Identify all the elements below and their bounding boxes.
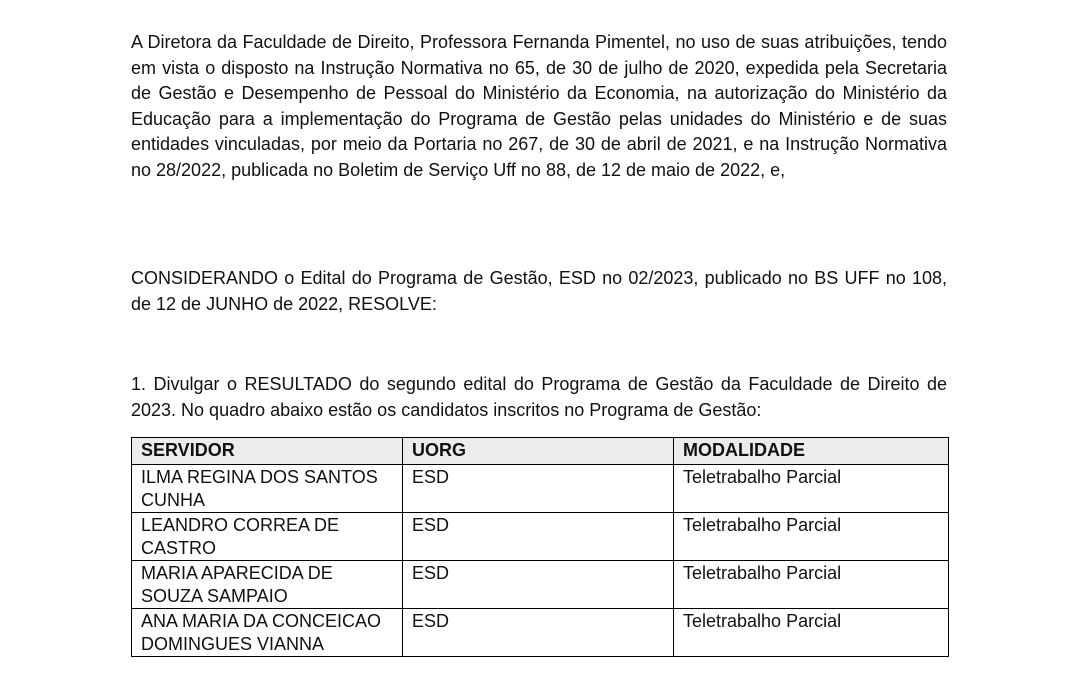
cell-uorg: ESD [403, 465, 674, 513]
cell-modalidade: Teletrabalho Parcial [674, 513, 949, 561]
header-uorg: UORG [403, 438, 674, 465]
cell-uorg: ESD [403, 513, 674, 561]
header-servidor: SERVIDOR [132, 438, 403, 465]
table-row [132, 561, 949, 609]
table-row [132, 465, 949, 513]
candidates-table [131, 437, 949, 657]
item-1-paragraph: 1. Divulgar o RESULTADO do segundo edital do Programa de Gestão da Faculdade de Direito de 2023. No quadro abaixo estão os candidatos inscritos no Programa de Gestão: [131, 374, 947, 420]
table-header-row [132, 438, 949, 465]
header-modalidade: MODALIDADE [674, 438, 949, 465]
cell-modalidade: Teletrabalho Parcial [674, 609, 949, 657]
cell-uorg: ESD [403, 609, 674, 657]
considerando-paragraph: CONSIDERANDO o Edital do Programa de Gestão, ESD no 02/2023, publicado no BS UFF no 108, de 12 de JUNHO de 2022, RESOLVE: [131, 268, 947, 314]
table-row [132, 609, 949, 657]
intro-paragraph: A Diretora da Faculdade de Direito, Professora Fernanda Pimentel, no uso de suas atribuições, tendo em vista o disposto na Instrução Normativa no 65, de 30 de julho de 2020, expedida pela Secretaria de Gestão e Desempenho de Pessoal do Ministério da Economia, na autorização do Ministério da Educação para a implementação do Programa de Gestão pelas unidades do Ministério e de suas entidades vinculadas, por meio da Portaria no 267, de 30 de abril de 2021, e na Instrução Normativa no 28/2022, publicada no Boletim de Serviço Uff no 88, de 12 de maio de 2022, e, [131, 32, 947, 180]
cell-servidor: LEANDRO CORREA DE CASTRO [132, 513, 403, 561]
cell-modalidade: Teletrabalho Parcial [674, 561, 949, 609]
cell-servidor: ILMA REGINA DOS SANTOS CUNHA [132, 465, 403, 513]
cell-servidor: ANA MARIA DA CONCEICAO DOMINGUES VIANNA [132, 609, 403, 657]
table-row [132, 513, 949, 561]
cell-servidor: MARIA APARECIDA DE SOUZA SAMPAIO [132, 561, 403, 609]
cell-uorg: ESD [403, 561, 674, 609]
cell-modalidade: Teletrabalho Parcial [674, 465, 949, 513]
